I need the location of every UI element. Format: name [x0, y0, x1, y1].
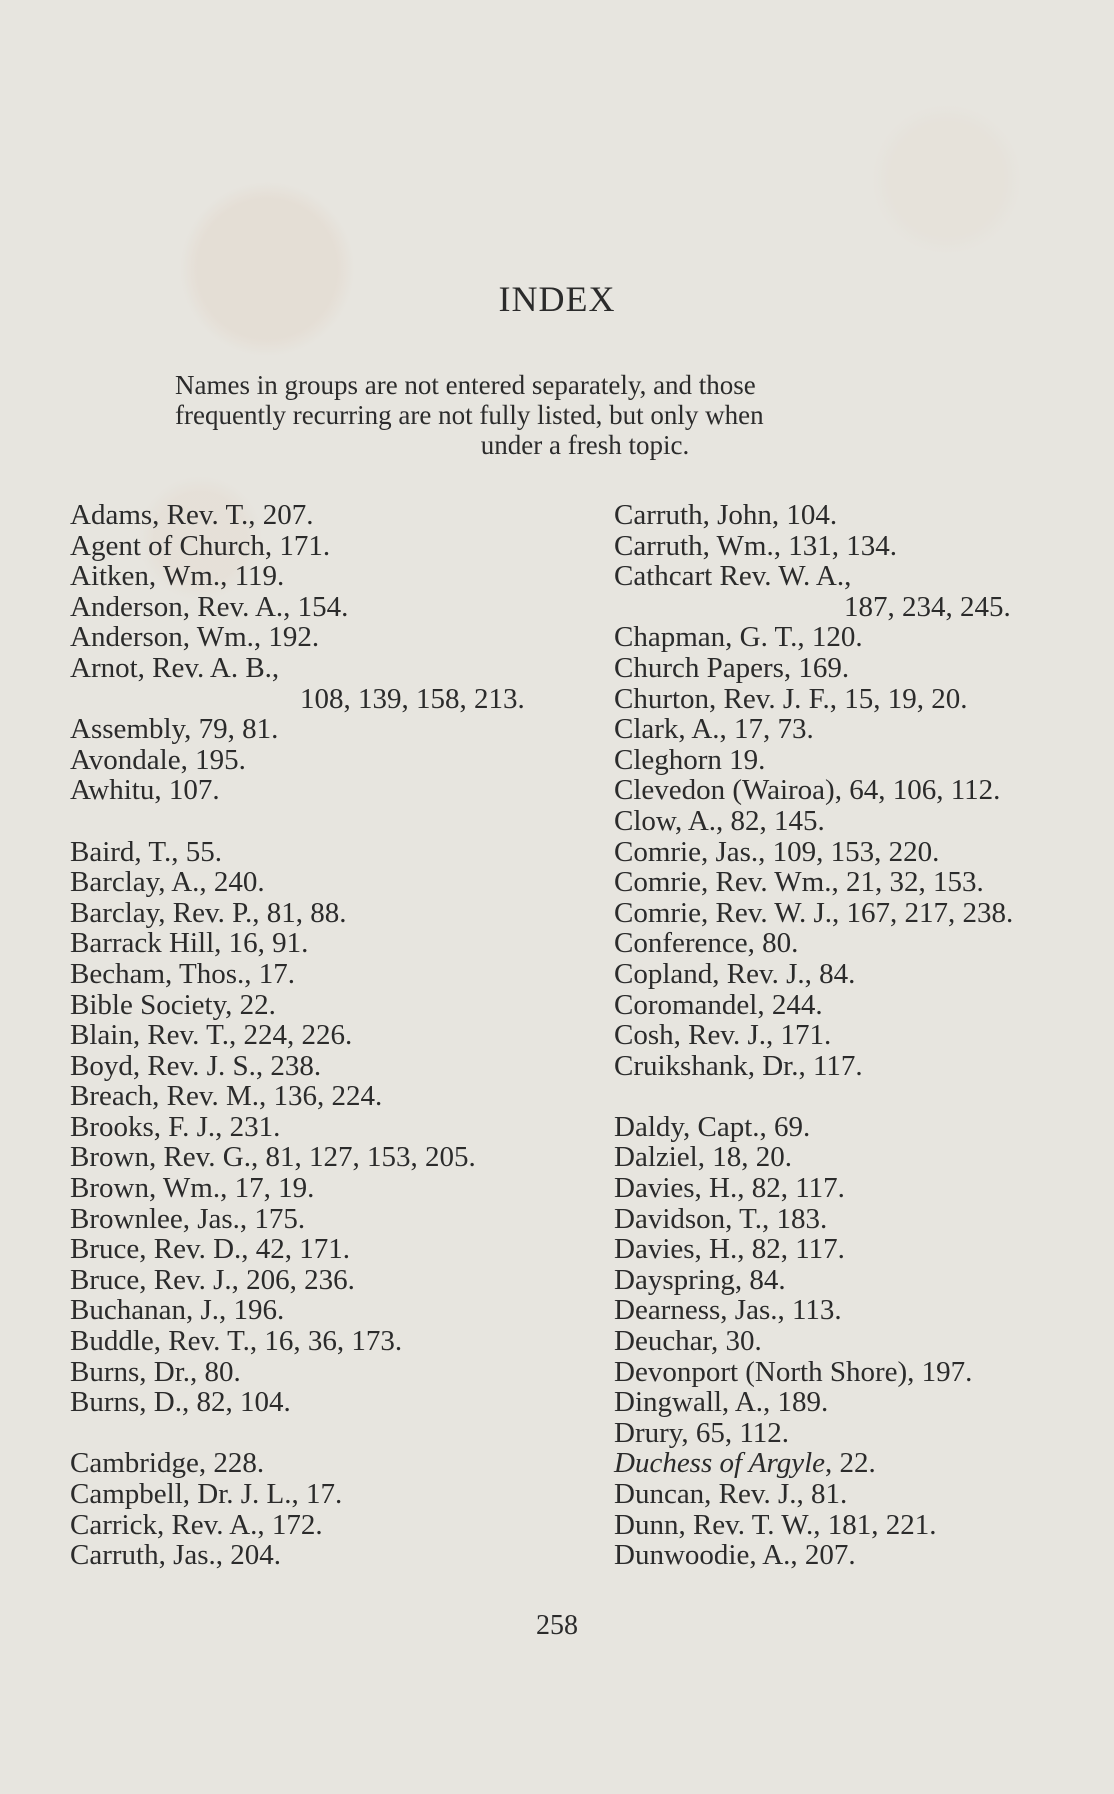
intro-line: Names in groups are not entered separately, and those — [175, 370, 756, 400]
index-entry: Carrick, Rev. A., 172. — [70, 1508, 323, 1541]
index-entry: Brown, Rev. G., 81, 127, 153, 205. — [70, 1141, 476, 1174]
index-entry — [614, 1448, 1094, 1479]
index-entry: Comrie, Rev. W. J., 167, 217, 238. — [614, 896, 1014, 929]
index-entry: Daldy, Capt., 69. — [614, 1110, 811, 1143]
index-entry: Drury, 65, 112. — [614, 1416, 790, 1449]
index-entry: Burns, D., 82, 104. — [70, 1386, 291, 1419]
index-entry: Davies, H., 82, 117. — [614, 1172, 845, 1205]
index-entry: Barclay, Rev. P., 81, 88. — [70, 896, 347, 929]
index-left-column — [70, 500, 570, 1571]
index-entry: Avondale, 195. — [70, 743, 246, 776]
index-entry: Cambridge, 228. — [70, 1447, 265, 1480]
index-entry: Clow, A., 82, 145. — [614, 804, 825, 837]
index-entry: Bible Society, 22. — [70, 988, 276, 1021]
index-entry: Burns, Dr., 80. — [70, 1355, 241, 1388]
index-entry: Comrie, Rev. Wm., 21, 32, 153. — [614, 866, 984, 899]
intro-line: frequently recurring are not fully listed, but only when — [175, 400, 764, 430]
page-number: 258 — [536, 1610, 578, 1641]
index-entry: Campbell, Dr. J. L., 17. — [70, 1478, 343, 1510]
index-entry: Coromandel, 244. — [614, 988, 823, 1021]
index-entry: Anderson, Rev. A., 154. — [70, 590, 349, 623]
index-entry: Bruce, Rev. D., 42, 171. — [70, 1233, 351, 1266]
intro-note — [175, 370, 995, 460]
index-entry: Carruth, John, 104. — [614, 499, 838, 531]
index-entry: Davies, H., 82, 117. — [614, 1233, 845, 1266]
index-entry: 187, 234, 245. — [844, 590, 1011, 623]
index-right-column — [614, 500, 1094, 1571]
index-entry-suffix: , 22. — [825, 1447, 876, 1480]
index-entry: Cruikshank, Dr., 117. — [614, 1049, 863, 1082]
index-entry: Church Papers, 169. — [614, 651, 850, 684]
index-entry: Awhitu, 107. — [70, 774, 220, 807]
index-entry: Dalziel, 18, 20. — [614, 1141, 792, 1174]
index-entry: Cleghorn 19. — [614, 743, 766, 776]
index-entry: Clark, A., 17, 73. — [614, 713, 814, 746]
index-entry: Arnot, Rev. A. B., — [70, 651, 280, 684]
index-entry: Barclay, A., 240. — [70, 866, 265, 899]
index-gap — [70, 1418, 570, 1449]
index-gap — [614, 1081, 1094, 1112]
index-entry: Agent of Church, 171. — [70, 529, 331, 562]
index-entry: Churton, Rev. J. F., 15, 19, 20. — [614, 682, 968, 715]
index-entry: Boyd, Rev. J. S., 238. — [70, 1049, 322, 1082]
index-entry: Copland, Rev. J., 84. — [614, 957, 856, 990]
index-entry: Conference, 80. — [614, 927, 799, 960]
index-entry: Brownlee, Jas., 175. — [70, 1202, 306, 1235]
index-entry: Anderson, Wm., 192. — [70, 621, 320, 654]
index-entry: Assembly, 79, 81. — [70, 713, 279, 746]
index-entry: Clevedon (Wairoa), 64, 106, 112. — [614, 774, 1001, 807]
index-entry: Comrie, Jas., 109, 153, 220. — [614, 835, 940, 868]
index-entry: Bruce, Rev. J., 206, 236. — [70, 1263, 355, 1296]
index-entry: Brown, Wm., 17, 19. — [70, 1172, 315, 1205]
index-entry: Cathcart Rev. W. A., — [614, 560, 852, 593]
intro-line: under a fresh topic. — [480, 430, 690, 460]
index-entry: Deuchar, 30. — [614, 1325, 762, 1358]
index-gap — [70, 806, 570, 837]
index-entry: Carruth, Jas., 204. — [70, 1539, 282, 1572]
index-entry: Chapman, G. T., 120. — [614, 621, 863, 654]
index-entry: Dunn, Rev. T. W., 181, 221. — [614, 1508, 937, 1541]
index-entry: Duncan, Rev. J., 81. — [614, 1478, 848, 1510]
index-entry: Adams, Rev. T., 207. — [70, 499, 314, 531]
index-entry: Davidson, T., 183. — [614, 1202, 828, 1235]
index-entry: Buchanan, J., 196. — [70, 1294, 285, 1327]
index-entry: Aitken, Wm., 119. — [70, 560, 285, 593]
index-entry: Brooks, F. J., 231. — [70, 1110, 281, 1143]
index-entry: Becham, Thos., 17. — [70, 957, 295, 990]
index-entry: Devonport (North Shore), 197. — [614, 1355, 973, 1388]
index-entry: 108, 139, 158, 213. — [300, 682, 525, 715]
index-entry: Buddle, Rev. T., 16, 36, 173. — [70, 1325, 403, 1358]
index-entry: Dayspring, 84. — [614, 1263, 786, 1296]
index-entry: Dearness, Jas., 113. — [614, 1294, 842, 1327]
page-title: INDEX — [498, 279, 616, 319]
index-entry: Carruth, Wm., 131, 134. — [614, 529, 897, 562]
index-entry: Dunwoodie, A., 207. — [614, 1539, 856, 1572]
index-entry-italic-text: Duchess of Argyle — [614, 1447, 826, 1480]
index-entry: Blain, Rev. T., 224, 226. — [70, 1019, 353, 1052]
index-entry: Cosh, Rev. J., 171. — [614, 1019, 832, 1052]
index-entry: Baird, T., 55. — [70, 835, 222, 868]
index-entry: Dingwall, A., 189. — [614, 1386, 829, 1419]
index-entry: Barrack Hill, 16, 91. — [70, 927, 309, 960]
index-entry: Breach, Rev. M., 136, 224. — [70, 1080, 383, 1113]
